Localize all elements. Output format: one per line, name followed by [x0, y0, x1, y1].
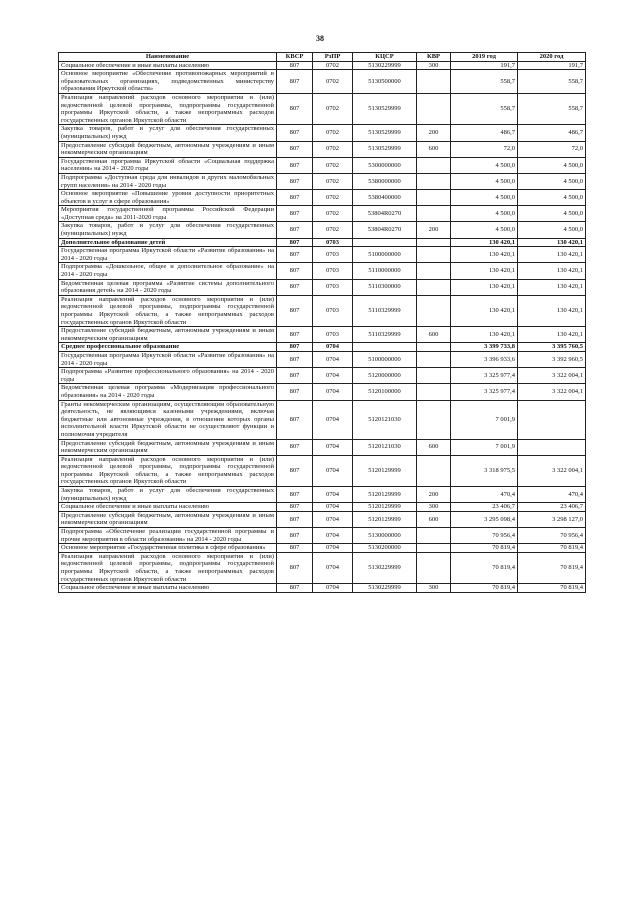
cell-2020: 558,7: [518, 93, 586, 124]
cell-2020: [518, 439, 586, 455]
cell-kvsr: 807: [277, 503, 313, 512]
cell-rzpr: 0702: [313, 93, 353, 124]
cell-name: Мероприятия государственной программы Российской Федерации «Доступная среда» на 2011-2020 годы: [59, 206, 277, 222]
cell-2020: [518, 400, 586, 439]
cell-kcsr: 5120129999: [353, 503, 417, 512]
cell-2019: 191,7: [451, 61, 518, 70]
cell-kvsr: 807: [277, 173, 313, 189]
cell-kvsr: 807: [277, 455, 313, 486]
cell-kcsr: 53804R0270: [353, 222, 417, 238]
cell-kvsr: 807: [277, 190, 313, 206]
budget-table: [58, 52, 586, 593]
table-row: [59, 487, 586, 503]
cell-kcsr: 5130500000: [353, 70, 417, 94]
cell-kvsr: 807: [277, 93, 313, 124]
table-row: [59, 503, 586, 512]
table-row: [59, 327, 586, 343]
cell-kvr: 600: [417, 511, 451, 527]
cell-kvr: [417, 368, 451, 384]
cell-2020: 130 420,1: [518, 327, 586, 343]
cell-rzpr: 0702: [313, 173, 353, 189]
cell-kvsr: 807: [277, 384, 313, 400]
cell-kcsr: 5130529999: [353, 125, 417, 141]
cell-rzpr: 0704: [313, 368, 353, 384]
header-rzpr: РзПР: [313, 53, 353, 62]
cell-kcsr: 5130529999: [353, 93, 417, 124]
cell-2019: 486,7: [451, 125, 518, 141]
header-kvr: КВР: [417, 53, 451, 62]
cell-2019: 3 325 977,4: [451, 384, 518, 400]
cell-rzpr: 0703: [313, 263, 353, 279]
cell-kvr: [417, 528, 451, 544]
cell-2019: 470,4: [451, 487, 518, 503]
cell-rzpr: 0704: [313, 400, 353, 439]
table-row: [59, 222, 586, 238]
table-row: [59, 552, 586, 583]
cell-kvsr: 807: [277, 70, 313, 94]
cell-kvr: [417, 263, 451, 279]
cell-kvr: 300: [417, 584, 451, 593]
table-row: [59, 584, 586, 593]
cell-kvr: 200: [417, 125, 451, 141]
cell-kvr: [417, 343, 451, 352]
cell-kcsr: 5130529999: [353, 141, 417, 157]
cell-kvr: [417, 157, 451, 173]
cell-rzpr: 0702: [313, 61, 353, 70]
cell-kvsr: 807: [277, 327, 313, 343]
cell-kcsr: 5100000000: [353, 351, 417, 367]
cell-rzpr: 0702: [313, 206, 353, 222]
cell-kcsr: 5120100000: [353, 384, 417, 400]
cell-rzpr: 0704: [313, 384, 353, 400]
cell-kvr: [417, 455, 451, 486]
cell-rzpr: 0702: [313, 125, 353, 141]
cell-2019: 130 420,1: [451, 279, 518, 295]
cell-rzpr: 0702: [313, 222, 353, 238]
cell-name: Реализация направлений расходов основного мероприятия и (или) ведомственной целевой программы, подпрограммы государственной программы Иркутской области, а также непрограммных расходов государственных органов Иркутской области: [59, 455, 277, 486]
cell-name: Реализация направлений расходов основного мероприятия и (или) ведомственной целевой программы, подпрограммы государственной программы Иркутской области, а также непрограммных расходов государственных органов Иркутской области: [59, 93, 277, 124]
cell-rzpr: 0704: [313, 503, 353, 512]
cell-kvsr: 807: [277, 125, 313, 141]
cell-2020: 3 392 960,5: [518, 351, 586, 367]
table-row: [59, 238, 586, 247]
cell-2019: 3 399 733,8: [451, 343, 518, 352]
cell-2020: 72,0: [518, 141, 586, 157]
cell-rzpr: 0704: [313, 511, 353, 527]
cell-2020: 4 500,0: [518, 222, 586, 238]
cell-name: Реализация направлений расходов основного мероприятия и (или) ведомственной целевой программы, подпрограммы государственной программы Иркутской области, а также непрограммных расходов государственных органов Иркутской области: [59, 552, 277, 583]
table-body: [59, 61, 586, 592]
cell-name: Подпрограмма «Развитие профессионального образования» на 2014 - 2020 годы: [59, 368, 277, 384]
cell-2019: 70 819,4: [451, 552, 518, 583]
cell-rzpr: 0703: [313, 279, 353, 295]
table-row: [59, 528, 586, 544]
cell-rzpr: 0704: [313, 544, 353, 553]
cell-2019: 72,0: [451, 141, 518, 157]
cell-kvsr: 807: [277, 279, 313, 295]
table-row: [59, 263, 586, 279]
table-row: [59, 279, 586, 295]
cell-kcsr: 5300000000: [353, 157, 417, 173]
cell-kvr: [417, 400, 451, 439]
cell-kvr: [417, 190, 451, 206]
table-row: [59, 351, 586, 367]
cell-name: Ведомственная целевая программа «Развитие системы дополнительного образования детей» на 2014 - 2020 годы: [59, 279, 277, 295]
cell-name: Предоставление субсидий бюджетным, автономным учреждениям и иным некоммерческим организациям: [59, 141, 277, 157]
table-row: [59, 511, 586, 527]
cell-2020: 23 406,7: [518, 503, 586, 512]
cell-2020: 130 420,1: [518, 295, 586, 326]
table-row: [59, 455, 586, 486]
cell-2020: 70 956,4: [518, 528, 586, 544]
cell-kvr: [417, 238, 451, 247]
table-row: [59, 141, 586, 157]
table-row: [59, 368, 586, 384]
cell-2019: 558,7: [451, 70, 518, 94]
header-year-2019: 2019 год: [451, 53, 518, 62]
cell-kvsr: 807: [277, 439, 313, 455]
cell-kvsr: 807: [277, 141, 313, 157]
cell-2020: 4 500,0: [518, 173, 586, 189]
cell-kvr: 600: [417, 327, 451, 343]
table-row: [59, 125, 586, 141]
cell-kvsr: 807: [277, 368, 313, 384]
cell-rzpr: 0702: [313, 141, 353, 157]
cell-rzpr: 0704: [313, 584, 353, 593]
table-row: [59, 173, 586, 189]
cell-2019: 3 295 098,4: [451, 511, 518, 527]
cell-kcsr: 53804R0270: [353, 206, 417, 222]
cell-kvr: [417, 247, 451, 263]
cell-kcsr: 5120121030: [353, 439, 417, 455]
table-row: [59, 439, 586, 455]
cell-kcsr: 5120129999: [353, 487, 417, 503]
cell-kvr: 300: [417, 503, 451, 512]
cell-rzpr: 0704: [313, 439, 353, 455]
table-row: [59, 61, 586, 70]
header-kcsr: КЦСР: [353, 53, 417, 62]
cell-2020: 3 322 004,1: [518, 368, 586, 384]
cell-kvr: [417, 295, 451, 326]
cell-2020: 486,7: [518, 125, 586, 141]
cell-2020: 130 420,1: [518, 238, 586, 247]
cell-kcsr: 5130229999: [353, 584, 417, 593]
cell-kcsr: 5120000000: [353, 368, 417, 384]
cell-kvr: 200: [417, 222, 451, 238]
cell-kcsr: [353, 238, 417, 247]
cell-kvsr: 807: [277, 263, 313, 279]
cell-kcsr: 5130200000: [353, 544, 417, 553]
cell-rzpr: 0703: [313, 247, 353, 263]
cell-kcsr: 5120129999: [353, 455, 417, 486]
cell-rzpr: 0704: [313, 351, 353, 367]
cell-kcsr: 5110329999: [353, 327, 417, 343]
cell-kvsr: 807: [277, 552, 313, 583]
cell-kvr: [417, 351, 451, 367]
table-row: [59, 400, 586, 439]
cell-name: Ведомственная целевая программа «Модернизация профессионального образования» на 2014 - 2020 годы: [59, 384, 277, 400]
cell-2019: 130 420,1: [451, 327, 518, 343]
cell-rzpr: 0704: [313, 528, 353, 544]
cell-kvsr: 807: [277, 222, 313, 238]
cell-kvsr: 807: [277, 511, 313, 527]
cell-2020: 191,7: [518, 61, 586, 70]
cell-kvsr: 807: [277, 487, 313, 503]
header-kvsr: КВСР: [277, 53, 313, 62]
cell-name: Основное мероприятие «Обеспечение противопожарных мероприятий в образовательных организациях, подведомственных министерству образования Иркутской области»: [59, 70, 277, 94]
cell-2020: 70 819,4: [518, 584, 586, 593]
cell-rzpr: 0703: [313, 238, 353, 247]
cell-kvr: [417, 279, 451, 295]
table-header-row: [59, 53, 586, 62]
header-name: Наименование: [59, 53, 277, 62]
table-row: [59, 190, 586, 206]
cell-2020: 4 500,0: [518, 206, 586, 222]
table-row: [59, 157, 586, 173]
cell-2020: 130 420,1: [518, 279, 586, 295]
cell-2019: 4 500,0: [451, 157, 518, 173]
cell-name: Закупка товаров, работ и услуг для обеспечения государственных (муниципальных) нужд: [59, 487, 277, 503]
cell-2019: 70 819,4: [451, 544, 518, 553]
cell-rzpr: 0704: [313, 487, 353, 503]
cell-kcsr: 5110329999: [353, 295, 417, 326]
cell-name: Предоставление субсидий бюджетным, автономным учреждениям и иным некоммерческим организациям: [59, 439, 277, 455]
cell-name: Социальное обеспечение и иные выплаты населению: [59, 584, 277, 593]
cell-name: Подпрограмма «Доступная среда для инвалидов и других маломобильных групп населения» на 2014 - 2020 годы: [59, 173, 277, 189]
cell-kvr: [417, 173, 451, 189]
cell-kcsr: 5380000000: [353, 173, 417, 189]
cell-name: Государственная программа Иркутской области «Социальная поддержка населения» на 2014 - 2020 годы: [59, 157, 277, 173]
table-row: [59, 343, 586, 352]
cell-kvr: 200: [417, 487, 451, 503]
cell-2019: 70 956,4: [451, 528, 518, 544]
cell-kvsr: 807: [277, 528, 313, 544]
cell-2020: 3 322 004,1: [518, 455, 586, 486]
cell-2019: 3 325 977,4: [451, 368, 518, 384]
cell-2019: 3 318 975,5: [451, 455, 518, 486]
cell-kvsr: 807: [277, 206, 313, 222]
cell-kvsr: 807: [277, 295, 313, 326]
cell-kvr: [417, 70, 451, 94]
cell-2019: 4 500,0: [451, 222, 518, 238]
cell-kvr: [417, 544, 451, 553]
header-year-2020: 2020 год: [518, 53, 586, 62]
cell-name: Реализация направлений расходов основного мероприятия и (или) ведомственной целевой программы, подпрограммы государственной программы Иркутской области, а также непрограммных расходов государственных органов Иркутской области: [59, 295, 277, 326]
cell-2020: 70 819,4: [518, 552, 586, 583]
cell-rzpr: 0704: [313, 552, 353, 583]
cell-name: Закупка товаров, работ и услуг для обеспечения государственных (муниципальных) нужд: [59, 125, 277, 141]
cell-rzpr: 0702: [313, 157, 353, 173]
cell-2020: 470,4: [518, 487, 586, 503]
cell-kvsr: 807: [277, 584, 313, 593]
cell-2019: 3 396 933,6: [451, 351, 518, 367]
cell-kvr: 600: [417, 439, 451, 455]
cell-rzpr: 0703: [313, 327, 353, 343]
cell-rzpr: 0702: [313, 190, 353, 206]
cell-2019: 4 500,0: [451, 206, 518, 222]
cell-2020: 4 500,0: [518, 157, 586, 173]
cell-name: Среднее профессиональное образование: [59, 343, 277, 352]
cell-2019: 558,7: [451, 93, 518, 124]
cell-kcsr: 5130229999: [353, 61, 417, 70]
cell-kcsr: 5130229999: [353, 552, 417, 583]
cell-2019: 70 819,4: [451, 584, 518, 593]
cell-2020: 3 322 004,1: [518, 384, 586, 400]
cell-name: Гранты некоммерческим организациям, осуществляющим образовательную деятельность, не являющимся казенными учреждениями, включая бюджетные или автономные учреждения, в отношении которых органы исполнительной власти Иркутской области не осуществляют функции и полномочия учредителя: [59, 400, 277, 439]
cell-2019: 130 420,1: [451, 247, 518, 263]
table-row: [59, 247, 586, 263]
table-row: [59, 295, 586, 326]
cell-kvsr: 807: [277, 544, 313, 553]
cell-name: Основное мероприятие «Повышение уровня доступности приоритетных объектов и услуг в сфере образования»: [59, 190, 277, 206]
cell-kvsr: 807: [277, 343, 313, 352]
cell-2020: 3 298 127,0: [518, 511, 586, 527]
cell-name: Основное мероприятие «Государственная политика в сфере образования»: [59, 544, 277, 553]
cell-kcsr: 5120121030: [353, 400, 417, 439]
cell-2019: 130 420,1: [451, 238, 518, 247]
cell-kcsr: 5110000000: [353, 263, 417, 279]
cell-rzpr: 0704: [313, 455, 353, 486]
cell-kcsr: 5110300000: [353, 279, 417, 295]
cell-kvsr: 807: [277, 400, 313, 439]
cell-name: Предоставление субсидий бюджетным, автономным учреждениям и иным некоммерческим организациям: [59, 327, 277, 343]
page-number: 38: [316, 34, 324, 43]
cell-kcsr: 5380400000: [353, 190, 417, 206]
cell-2020: 130 420,1: [518, 247, 586, 263]
cell-2020: 558,7: [518, 70, 586, 94]
table-row: [59, 93, 586, 124]
cell-2019: 7 001,9: [451, 400, 518, 439]
cell-kvr: 600: [417, 141, 451, 157]
table-row: [59, 70, 586, 94]
cell-kvsr: 807: [277, 247, 313, 263]
cell-name: Предоставление субсидий бюджетным, автономным учреждениям и иным некоммерческим организациям: [59, 511, 277, 527]
cell-kcsr: [353, 343, 417, 352]
cell-name: Государственная программа Иркутской области «Развитие образования» на 2014 - 2020 годы: [59, 247, 277, 263]
cell-2019: 23 406,7: [451, 503, 518, 512]
cell-2020: 130 420,1: [518, 263, 586, 279]
table-row: [59, 384, 586, 400]
cell-2020: 3 395 760,5: [518, 343, 586, 352]
table-row: [59, 206, 586, 222]
cell-2020: 70 819,4: [518, 544, 586, 553]
cell-kvr: [417, 93, 451, 124]
cell-kvsr: 807: [277, 157, 313, 173]
cell-rzpr: 0704: [313, 343, 353, 352]
cell-kcsr: 5130000000: [353, 528, 417, 544]
cell-name: Государственная программа Иркутской области «Развитие образования» на 2014 - 2020 годы: [59, 351, 277, 367]
cell-kcsr: 5100000000: [353, 247, 417, 263]
cell-name: Социальное обеспечение и иные выплаты населению: [59, 503, 277, 512]
cell-name: Дополнительное образование детей: [59, 238, 277, 247]
cell-kvsr: 807: [277, 61, 313, 70]
cell-kcsr: 5120129999: [353, 511, 417, 527]
cell-name: Подпрограмма «Обеспечение реализации государственной программы и прочие мероприятия в области образования» на 2014 - 2020 годы: [59, 528, 277, 544]
cell-2019: 4 500,0: [451, 173, 518, 189]
cell-kvr: [417, 384, 451, 400]
cell-2019: 7 001,9: [451, 439, 518, 455]
cell-2019: 130 420,1: [451, 295, 518, 326]
cell-kvsr: 807: [277, 351, 313, 367]
cell-name: Подпрограмма «Дошкольное, общее и дополнительное образование» на 2014 - 2020 годы: [59, 263, 277, 279]
cell-2019: 4 500,0: [451, 190, 518, 206]
cell-name: Закупка товаров, работ и услуг для обеспечения государственных (муниципальных) нужд: [59, 222, 277, 238]
cell-name: Социальное обеспечение и иные выплаты населению: [59, 61, 277, 70]
cell-rzpr: 0702: [313, 70, 353, 94]
table-row: [59, 544, 586, 553]
cell-kvr: [417, 552, 451, 583]
cell-kvr: [417, 206, 451, 222]
cell-kvr: 300: [417, 61, 451, 70]
cell-kvsr: 807: [277, 238, 313, 247]
cell-rzpr: 0703: [313, 295, 353, 326]
cell-2020: 4 500,0: [518, 190, 586, 206]
cell-2019: 130 420,1: [451, 263, 518, 279]
